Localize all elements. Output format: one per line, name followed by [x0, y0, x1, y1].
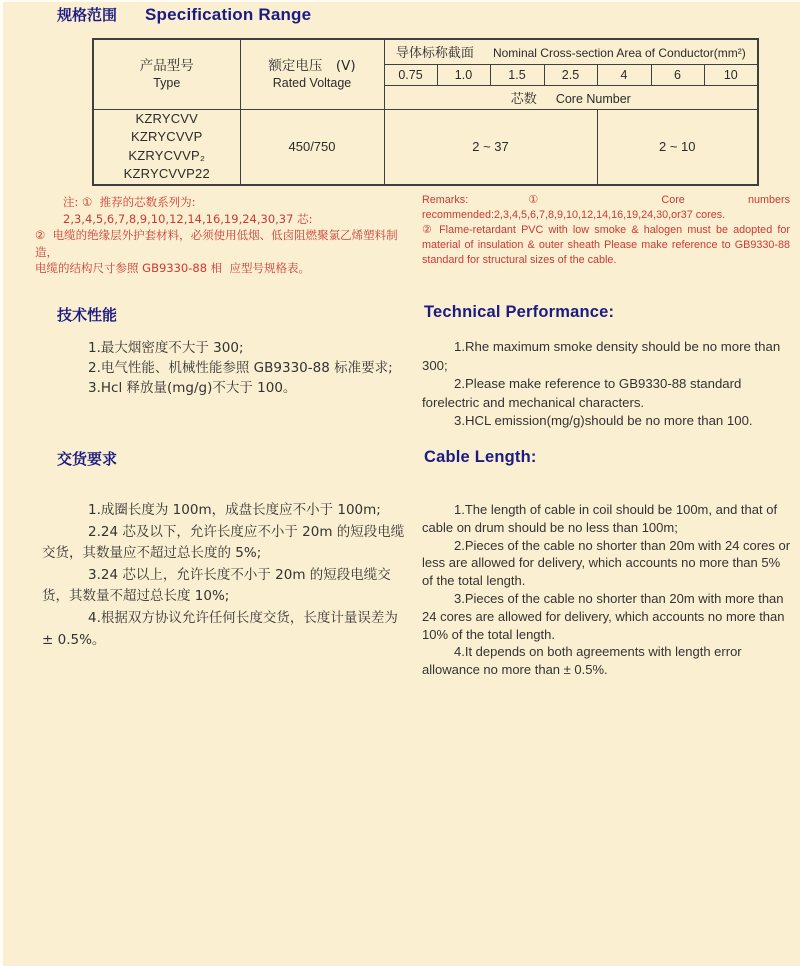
- size-value-10: 10: [704, 64, 758, 85]
- section-heading-delivery-zh: 交货要求: [57, 450, 118, 468]
- list-item: 2.电气性能、机械性能参照 GB9330-88 标准要求;: [88, 360, 393, 376]
- conductor-header-zh: 导体标称截面: [395, 46, 474, 62]
- specification-table: [92, 38, 759, 186]
- list-item: 1.最大烟密度不大于 300;: [88, 340, 244, 356]
- list-item: 3.24 芯以上，允许长度不小于 20m 的短段电缆交货，其数量不超过总长度 10%;: [42, 566, 391, 605]
- type-header-en: Type: [153, 76, 181, 91]
- remarks-zh-line: 电缆的结构尺寸参照 GB9330-88 相 应型号规格表。: [35, 261, 310, 275]
- section-heading-technical-en: Technical Performance:: [424, 303, 615, 321]
- page-title: [57, 4, 311, 25]
- remarks-note-en: [422, 193, 790, 268]
- size-value-1.0: 1.0: [437, 64, 490, 85]
- remarks-en-para: ② Flame-retardant PVC with low smoke & halogen must be adopted for material of insulation & outer sheath Please make reference to GB9330-88 standard for structural sizes of the cable.: [422, 224, 790, 266]
- list-item: 3.HCL emission(mg/g)should be no more than 100.: [454, 413, 753, 428]
- conductor-area-header: [384, 39, 758, 64]
- type-value: KZRYCVVP22: [123, 166, 210, 181]
- size-value-0.75: 0.75: [384, 64, 437, 85]
- remarks-zh-line: 注: ① 推荐的芯数系列为: 2,3,4,5,6,7,8,9,10,12,14,16,19,24,30,37 芯:: [63, 195, 313, 226]
- table-row: [93, 109, 758, 185]
- list-item: 1.The length of cable in coil should be 100m, and that of cable on drum should be no less than 100m;: [422, 502, 778, 535]
- size-value-2.5: 2.5: [544, 64, 597, 85]
- scan-edge-left: [0, 0, 3, 966]
- type-value: KZRYCVV: [135, 110, 199, 126]
- list-item: 3.Pieces of the cable no shorter than 20m with more than 24 cores are allowed for delivery, which accounts no more than 10% of the total length.: [422, 590, 785, 642]
- list-item: 4.根据双方协议允许任何长度交货，长度计量误差为 ± 0.5%。: [42, 609, 398, 648]
- delivery-items-zh: [42, 500, 410, 651]
- voltage-header-zh: 额定电压 (V): [268, 58, 356, 75]
- core-number-header: [384, 85, 758, 109]
- core-range-large-sizes: 2 ~ 10: [597, 109, 758, 185]
- type-values-cell: [93, 109, 240, 185]
- list-item: 1.Rhe maximum smoke density should be no more than 300;: [422, 339, 781, 373]
- remarks-zh-line: ② 电缆的绝缘层外护套材料，必须使用低烟、低卤阻燃聚氯乙烯塑料制造，: [35, 228, 398, 259]
- core-header-zh: 芯数: [510, 91, 537, 107]
- page-title-en: Specification Range: [145, 5, 312, 24]
- list-item: 2.24 芯及以下，允许长度应不小于 20m 的短段电缆交货，其数量应不超过总长度的 5%;: [42, 523, 405, 562]
- cable-length-items-en: [422, 501, 794, 679]
- list-item: 2.Pieces of the cable no shorter than 20m with 24 cores or less are allowed for delivery, which accounts no more than 5% of the total length.: [422, 537, 791, 589]
- size-value-6: 6: [651, 64, 704, 85]
- size-value-4: 4: [597, 64, 651, 85]
- type-column-header: [93, 39, 240, 109]
- list-item: 4.It depends on both agreements with length error allowance no more than ± 0.5%.: [422, 644, 742, 678]
- technical-items-zh: [42, 338, 404, 398]
- type-header-zh: 产品型号: [139, 58, 194, 75]
- remarks-en-para: Remarks:① Core numbers recommended:2,3,4,5,6,7,8,9,10,12,14,16,19,24,30,or37 cores.: [422, 194, 790, 221]
- conductor-header-en: Nominal Cross-section Area of Conductor(mm²): [492, 46, 746, 61]
- voltage-value-cell: 450/750: [240, 109, 384, 185]
- scan-edge-top: [0, 0, 800, 2]
- list-item: 3.Hcl 释放量(mg/g)不大于 100。: [88, 380, 297, 396]
- list-item: 2.Please make reference to GB9330-88 standard forelectric and mechanical characters.: [422, 376, 742, 410]
- list-item: 1.成圈长度为 100m，成盘长度应不小于 100m;: [88, 502, 381, 518]
- section-heading-cable-length-en: Cable Length:: [424, 448, 537, 466]
- page-title-zh: 规格范围: [57, 6, 118, 24]
- voltage-header-en: Rated Voltage: [272, 76, 352, 91]
- remarks-note-zh: [35, 194, 413, 277]
- core-range-small-sizes: 2 ~ 37: [384, 109, 597, 185]
- type-value: KZRYCVVP₂: [128, 147, 206, 163]
- technical-items-en: [422, 338, 794, 431]
- section-heading-technical-zh: 技术性能: [57, 306, 118, 324]
- core-header-en: Core Number: [555, 91, 631, 106]
- voltage-column-header: [240, 39, 384, 109]
- type-value: KZRYCVVP: [131, 129, 203, 144]
- size-value-1.5: 1.5: [490, 64, 544, 85]
